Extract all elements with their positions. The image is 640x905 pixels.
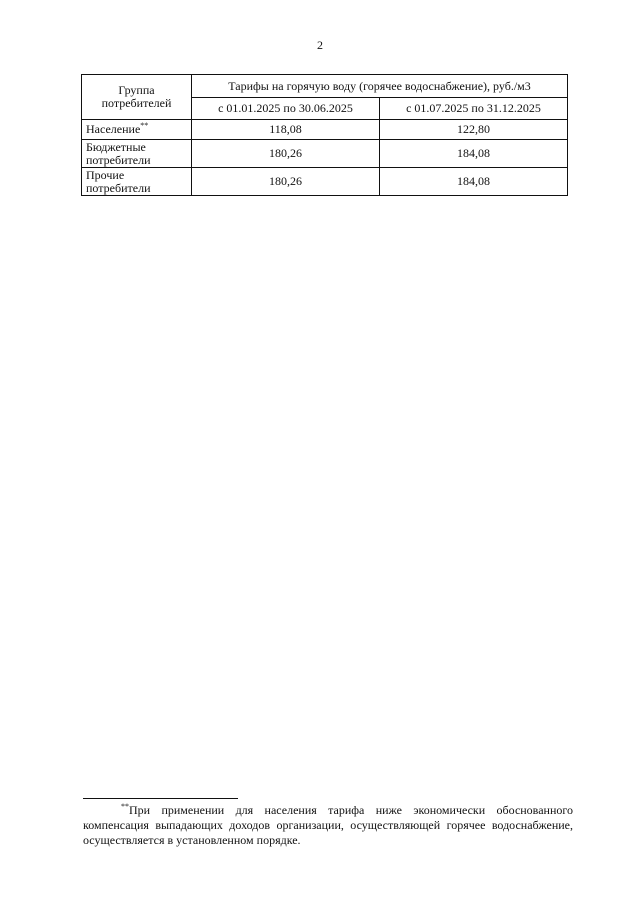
row-group-cell: Бюджетные потребители (82, 140, 192, 168)
footnote-text: При применении для населения тарифа ниже экономически обоснованного компенсация выпадающих доходов организации, осуществляющей горячее водоснабжение, осуществляется в установленном порядке. (83, 803, 573, 847)
tariff-value-cell: 118,08 (192, 120, 380, 140)
footnote-marker: ** (121, 802, 129, 811)
tariff-value-cell: 122,80 (379, 120, 567, 140)
table-row (82, 168, 568, 196)
group-column-header: Группа потребителей (82, 75, 192, 120)
period-header-1: с 01.01.2025 по 30.06.2025 (192, 98, 380, 120)
tariff-value-cell: 184,08 (379, 168, 567, 196)
table-row (82, 140, 568, 168)
page-number: 2 (317, 38, 323, 52)
row-group-cell (82, 120, 192, 140)
period-header-2: с 01.07.2025 по 31.12.2025 (379, 98, 567, 120)
tariff-value-cell: 180,26 (192, 168, 380, 196)
row-group-cell: Прочие потребители (82, 168, 192, 196)
footnote (83, 803, 573, 848)
footnote-marker: ** (140, 121, 149, 130)
table-header-row (82, 75, 568, 98)
footnote-separator (83, 798, 238, 799)
tariff-value-cell: 180,26 (192, 140, 380, 168)
table-row (82, 120, 568, 140)
row-group-label: Население (86, 122, 141, 136)
tariff-table (81, 74, 568, 196)
tariff-column-header: Тарифы на горячую воду (горячее водоснабжение), руб./м3 (192, 75, 568, 98)
tariff-value-cell: 184,08 (379, 140, 567, 168)
